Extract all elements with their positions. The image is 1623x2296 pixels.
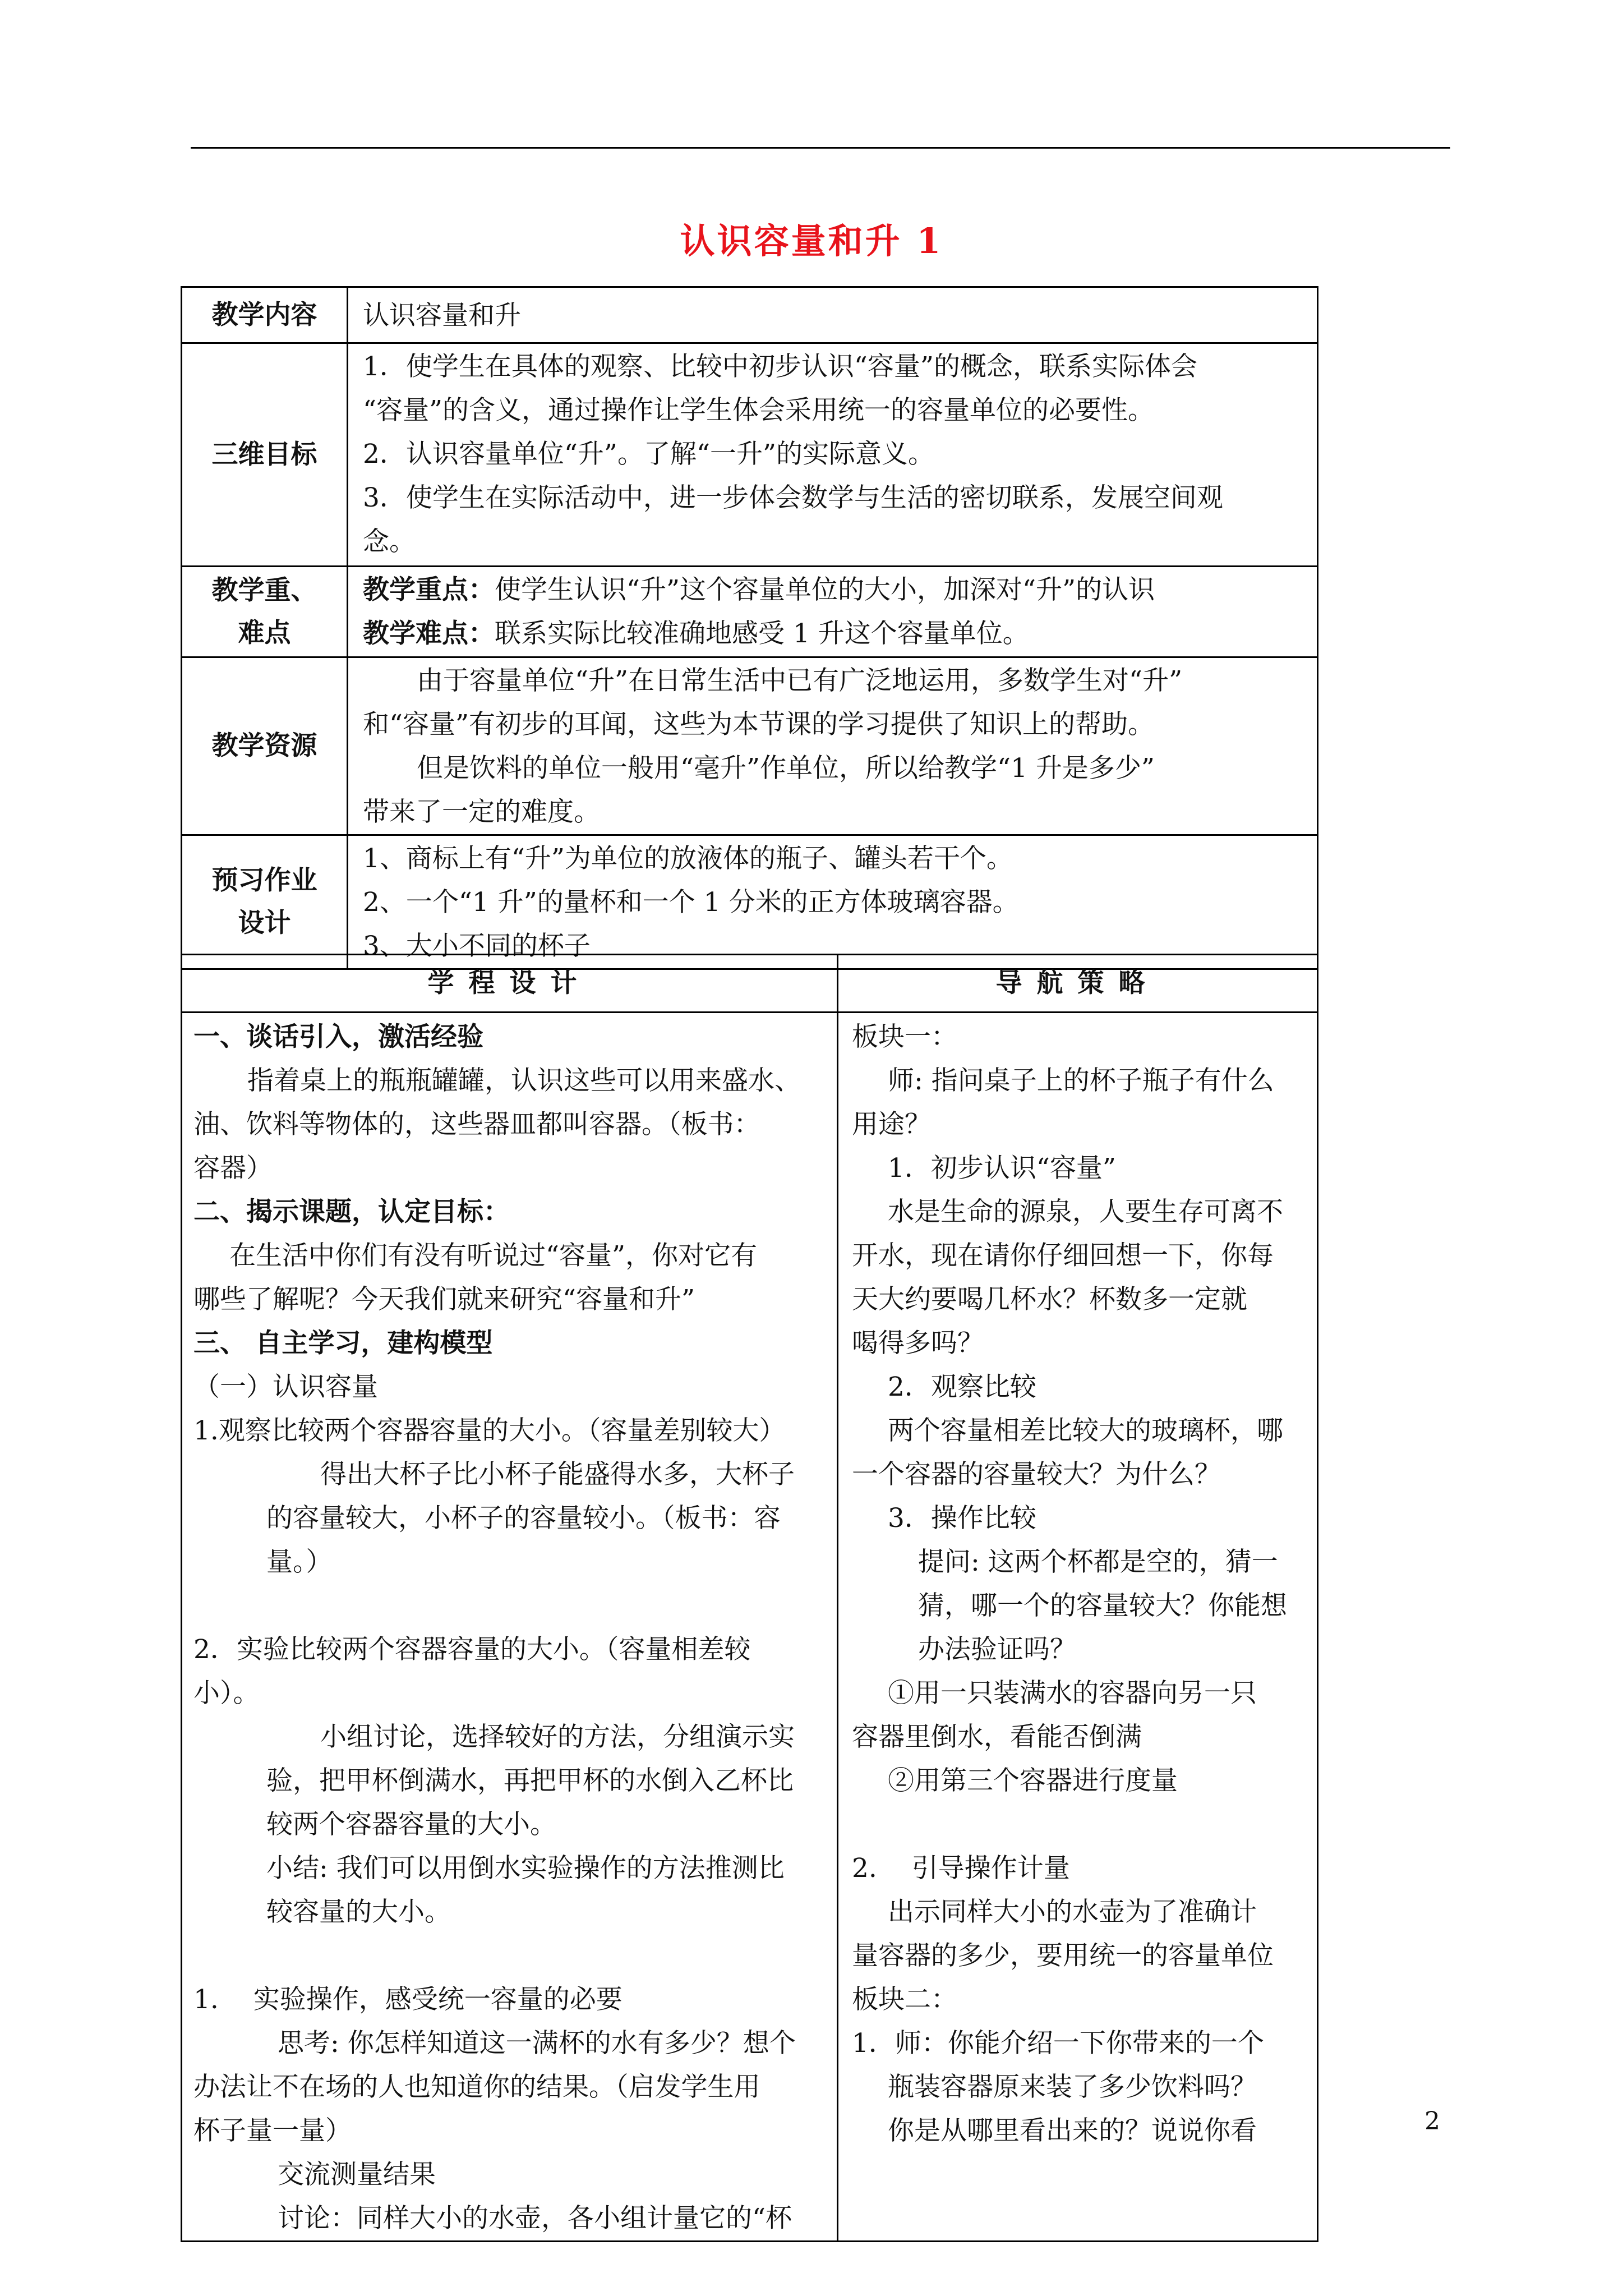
content-line: 但是饮料的单位一般用“毫升”作单位，所以给教学“1 升是多少” [417, 753, 1155, 784]
content-line: 较容量的大小。 [266, 1897, 451, 1927]
process-table [181, 954, 1318, 2242]
content-line: 小）。 [193, 1678, 260, 1709]
content-line: 1．师：你能介绍一下你带来的一个 [852, 2028, 1264, 2059]
content-line: “容量”的含义，通过操作让学生体会采用统一的容量单位的必要性。 [363, 395, 1155, 426]
page-number: 2 [1424, 2107, 1440, 2136]
key-point-text: 使学生认识“升”这个容量单位的大小，加深对“升”的认识 [495, 574, 1155, 605]
content-line: 讨论：同样大小的水壶，各小组计量它的“杯 [278, 2203, 792, 2234]
info-table [181, 286, 1318, 970]
content-line: 板块二： [852, 1984, 957, 2015]
content-line: 猜，哪一个的容量较大？你能想 [918, 1590, 1287, 1621]
table-row [182, 657, 1318, 835]
content-line: 哪些了解呢？今天我们就来研究“容量和升” [193, 1284, 695, 1315]
blank-line [193, 1934, 829, 1978]
content-line: 3．操作比较 [888, 1503, 1036, 1534]
content-line: 3．使学生在实际活动中，进一步体会数学与生活的密切联系，发展空间观 [363, 482, 1223, 513]
content-line: 一个容器的容量较大？为什么？ [852, 1459, 1221, 1490]
section-heading: 二、揭示课题，认定目标： [193, 1197, 510, 1227]
content-line: 思考: 你怎样知道这一满杯的水有多少？想个 [278, 2028, 796, 2059]
content-line: 量容器的多少，要用统一的容量单位 [852, 1940, 1274, 1971]
section-heading: 一、谈话引入，激活经验 [193, 1022, 483, 1052]
label-key-point: 教学重点： [363, 574, 495, 605]
difficulty-text: 联系实际比较准确地感受 1 升这个容量单位。 [495, 618, 1029, 649]
content-line: 3、大小不同的杯子 [363, 931, 591, 961]
content-line: 量。） [266, 1547, 333, 1577]
content-line: 2．观察比较 [888, 1372, 1036, 1402]
content-line: 交流测量结果 [278, 2159, 436, 2190]
content-line: 得出大杯子比小杯子能盛得水多，大杯子 [320, 1459, 795, 1490]
row-label: 三维目标 [182, 343, 348, 567]
content-line: 1. 实验操作，感受统一容量的必要 [193, 1984, 623, 2015]
content-line: （一）认识容量 [193, 1372, 378, 1402]
content-line: 1.观察比较两个容器容量的大小。（容量差别较大） [193, 1415, 786, 1446]
column-header-strategy: 导航策略 [838, 955, 1318, 1013]
table-row [182, 567, 1318, 657]
content-line: 开水，现在请你仔细回想一下，你每 [852, 1240, 1274, 1271]
content-line: 小结: 我们可以用倒水实验操作的方法推测比 [266, 1853, 785, 1884]
row-content [348, 343, 1318, 567]
table-row [182, 343, 1318, 567]
content-line: 2．认识容量单位“升”。了解“一升”的实际意义。 [363, 439, 935, 470]
content-line: 容器里倒水，看能否倒满 [852, 1722, 1142, 1752]
content-line: 杯子量一量） [193, 2115, 352, 2146]
content-line [363, 612, 1302, 656]
content-line: 2．实验比较两个容器容量的大小。（容量相差较 [193, 1634, 751, 1665]
content-line: 出示同样大小的水壶为了准确计 [888, 1897, 1257, 1927]
blank-line [193, 1584, 829, 1628]
header-rule [191, 147, 1450, 149]
content-line: 1、商标上有“升”为单位的放液体的瓶子、罐头若干个。 [363, 843, 1013, 874]
content-line: 较两个容器容量的大小。 [266, 1809, 556, 1840]
content-line: 和“容量”有初步的耳闻，这些为本节课的学习提供了知识上的帮助。 [363, 709, 1155, 740]
row-content [348, 567, 1318, 657]
content-line: 板块一： [852, 1022, 957, 1052]
row-label: 预习作业设计 [182, 835, 348, 969]
content-line: ②用第三个容器进行度量 [888, 1765, 1178, 1796]
content-line: 水是生命的源泉，人要生存可离不 [888, 1197, 1283, 1227]
label-difficulty: 教学难点： [363, 618, 495, 649]
table-row [182, 1013, 1318, 2242]
content-line: 办法让不在场的人也知道你的结果。（启发学生用 [193, 2072, 760, 2102]
page-title: 认识容量和升 1 [680, 220, 943, 261]
table-row [182, 835, 1318, 969]
content-line: 验，把甲杯倒满水，再把甲杯的水倒入乙杯比 [266, 1765, 794, 1796]
content-line: 在生活中你们有没有听说过“容量”，你对它有 [229, 1240, 758, 1271]
content-line: 你是从哪里看出来的？说说你看 [888, 2115, 1257, 2146]
row-content [348, 835, 1318, 969]
content-line: 油、饮料等物体的，这些器皿都叫容器。（板书： [193, 1109, 760, 1140]
row-content [348, 657, 1318, 835]
content-line: 用途？ [852, 1109, 931, 1140]
content-line: 小组讨论，选择较好的方法，分组演示实 [320, 1722, 795, 1752]
content-line: 1．初步认识“容量” [888, 1153, 1116, 1184]
content-line: 认识容量和升 [363, 300, 521, 331]
row-content [348, 287, 1318, 343]
content-line: ①用一只装满水的容器向另一只 [888, 1678, 1257, 1709]
content-line: 2、一个“1 升”的量杯和一个 1 分米的正方体玻璃容器。 [363, 887, 1019, 918]
content-line: 天大约要喝几杯水？杯数多一定就 [852, 1284, 1247, 1315]
content-line: 带来了一定的难度。 [363, 797, 600, 827]
row-label: 教学资源 [182, 657, 348, 835]
row-label: 教学重、难点 [182, 567, 348, 657]
content-line: 的容量较大，小杯子的容量较小。（板书：容 [266, 1503, 781, 1534]
table-header-row [182, 955, 1318, 1013]
content-line: 办法验证吗？ [918, 1634, 1076, 1665]
content-line: 容器） [193, 1153, 273, 1184]
content-line: 提问: 这两个杯都是空的，猜一 [918, 1547, 1278, 1577]
content-line [363, 568, 1302, 612]
content-line: 瓶装容器原来装了多少饮料吗？ [888, 2072, 1257, 2102]
content-line: 指着桌上的瓶瓶罐罐，认识这些可以用来盛水、 [247, 1065, 801, 1096]
content-line: 由于容量单位“升”在日常生活中已有广泛地运用，多数学生对“升” [417, 665, 1183, 696]
blank-line [852, 1803, 1306, 1847]
row-label: 教学内容 [182, 287, 348, 343]
column-header-process: 学程设计 [182, 955, 838, 1013]
content-line: 喝得多吗？ [852, 1328, 984, 1359]
content-line: 师: 指问桌子上的杯子瓶子有什么 [888, 1065, 1274, 1096]
content-line: 2. 引导操作计量 [852, 1853, 1070, 1884]
content-line: 1．使学生在具体的观察、比较中初步认识“容量”的概念，联系实际体会 [363, 351, 1197, 382]
table-row [182, 287, 1318, 343]
process-column [182, 1013, 838, 2242]
content-line: 两个容量相差比较大的玻璃杯，哪 [888, 1415, 1283, 1446]
strategy-column [838, 1013, 1318, 2242]
content-line: 念。 [363, 526, 416, 557]
section-heading: 三、 自主学习，建构模型 [193, 1328, 493, 1359]
